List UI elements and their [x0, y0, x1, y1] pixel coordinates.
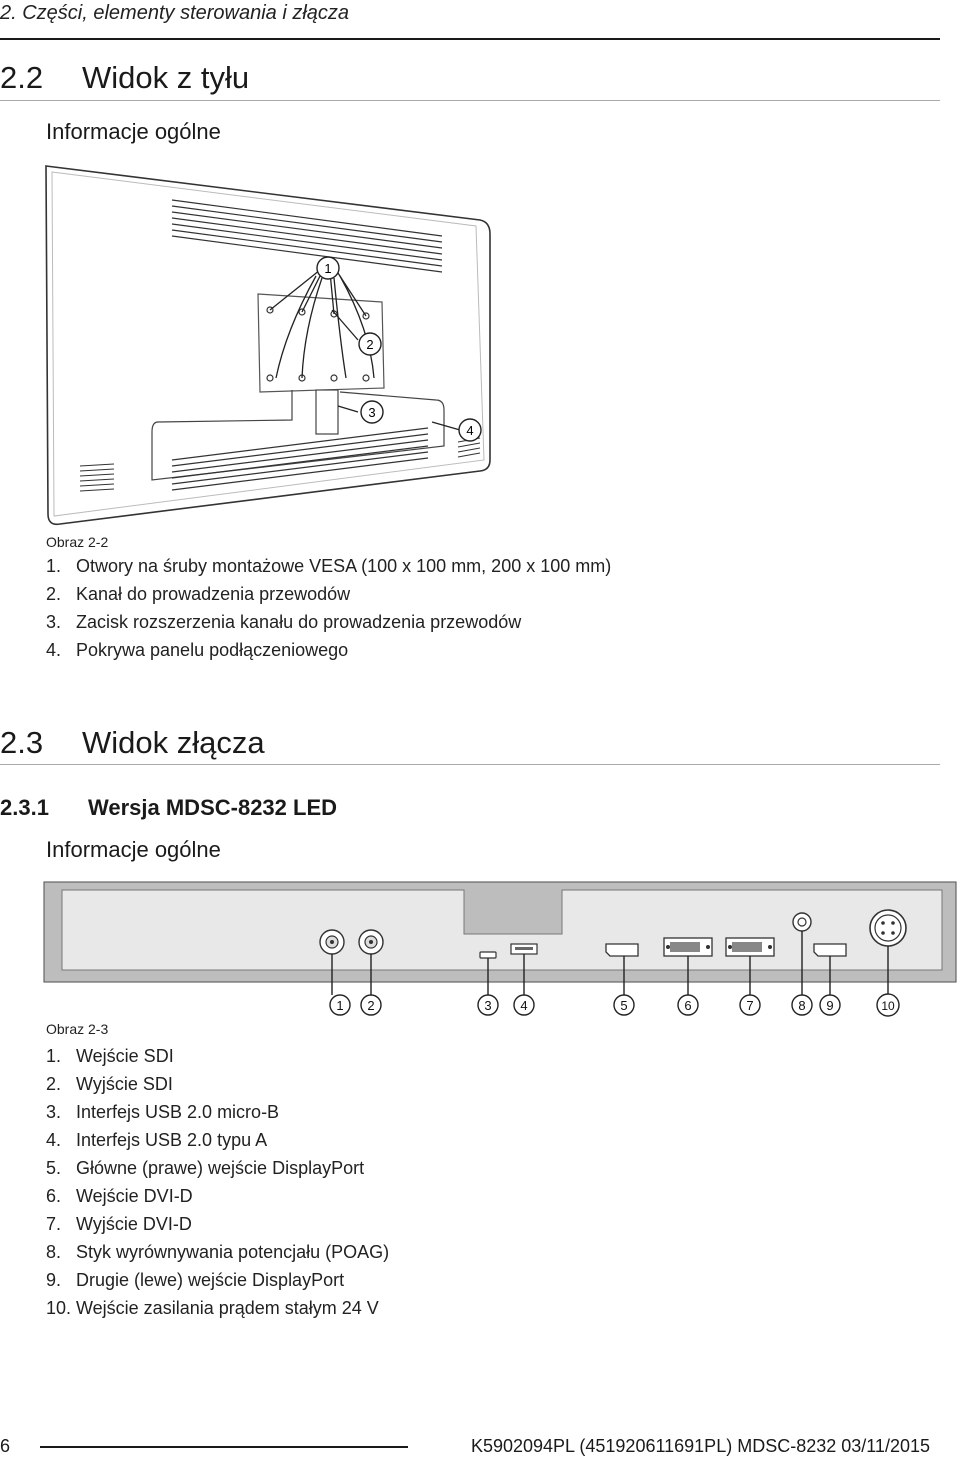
list-item: 10. Wejście zasilania prądem stałym 24 V — [46, 1298, 379, 1318]
section-title: Widok złącza — [82, 725, 265, 760]
section-heading-2-2 — [0, 60, 249, 96]
channel-clip — [316, 390, 338, 434]
list-item: 2. Kanał do prowadzenia przewodów — [46, 584, 351, 604]
callout-label: 5 — [620, 998, 628, 1013]
callout-label: 7 — [746, 998, 754, 1013]
callout-label: 6 — [684, 998, 692, 1013]
section-number: 2.2 — [0, 60, 44, 95]
callout-label: 10 — [881, 999, 895, 1013]
list-item: 1. Wejście SDI — [46, 1046, 174, 1066]
callout-label: 1 — [324, 261, 332, 276]
rear-view-figure — [40, 160, 500, 530]
section-heading-2-3 — [0, 725, 265, 761]
list-item: 1. Otwory na śruby montażowe VESA (100 x 100 mm, 200 x 100 mm) — [46, 556, 612, 576]
header-rule — [0, 38, 940, 40]
figure-legend-list — [46, 552, 611, 664]
document-id: K5902094PL (451920611691PL) MDSC-8232 03/11/2015 — [470, 1436, 930, 1456]
list-item: 7. Wyjście DVI-D — [46, 1214, 192, 1234]
sdi-in-connector — [320, 930, 344, 954]
dvi-in-port — [664, 938, 712, 956]
list-item: 6. Wejście DVI-D — [46, 1186, 193, 1206]
subheading: Informacje ogólne — [46, 119, 221, 144]
callout-label: 4 — [466, 423, 474, 438]
displayport-second-port — [814, 944, 846, 956]
footer-rule — [40, 1446, 408, 1448]
chapter-header: 2. Części, elementy sterowania i złącza — [0, 2, 350, 24]
callout-marker — [359, 333, 381, 355]
figure-caption: Obraz 2-2 — [46, 534, 109, 550]
subsection-heading-2-3-1 — [0, 795, 337, 821]
callout-marker — [317, 257, 339, 279]
list-item: 8. Styk wyrównywania potencjału (POAG) — [46, 1242, 390, 1262]
section-rule — [0, 764, 940, 765]
callout-label: 3 — [368, 405, 376, 420]
figure-caption: Obraz 2-3 — [46, 1021, 109, 1037]
displayport-main-port — [606, 944, 638, 956]
section-number: 2.3 — [0, 725, 44, 760]
callout-label: 2 — [366, 337, 374, 352]
callout-marker — [361, 401, 383, 423]
figure-legend-list — [46, 1042, 389, 1322]
list-item: 2. Wyjście SDI — [46, 1074, 173, 1094]
usb-micro-b-port — [480, 952, 496, 958]
list-item: 9. Drugie (lewe) wejście DisplayPort — [46, 1270, 345, 1290]
list-item: 3. Zacisk rozszerzenia kanału do prowadzenia przewodów — [46, 612, 522, 632]
subsection-title: Wersja MDSC-8232 LED — [88, 795, 338, 820]
callout-marker — [459, 419, 481, 441]
callout-label: 4 — [520, 998, 528, 1013]
list-item: 4. Pokrywa panelu podłączeniowego — [46, 640, 349, 660]
connector-panel-figure — [40, 878, 960, 1024]
dvi-out-port — [726, 938, 774, 956]
page-number: 6 — [0, 1436, 11, 1456]
section-title: Widok z tyłu — [82, 60, 250, 95]
list-item: 4. Interfejs USB 2.0 typu A — [46, 1130, 268, 1150]
list-item: 5. Główne (prawe) wejście DisplayPort — [46, 1158, 365, 1178]
section-rule — [0, 100, 940, 101]
callout-label: 3 — [484, 998, 492, 1013]
callout-label: 8 — [798, 998, 806, 1013]
callout-label: 1 — [336, 998, 344, 1013]
subsection-number: 2.3.1 — [0, 795, 49, 820]
callout-label: 2 — [367, 998, 375, 1013]
list-item: 3. Interfejs USB 2.0 micro-B — [46, 1102, 280, 1122]
callout-label: 9 — [826, 998, 834, 1013]
poag-stud — [793, 913, 811, 931]
subheading: Informacje ogólne — [46, 837, 221, 862]
sdi-out-connector — [359, 930, 383, 954]
dc-power-connector — [870, 910, 906, 946]
